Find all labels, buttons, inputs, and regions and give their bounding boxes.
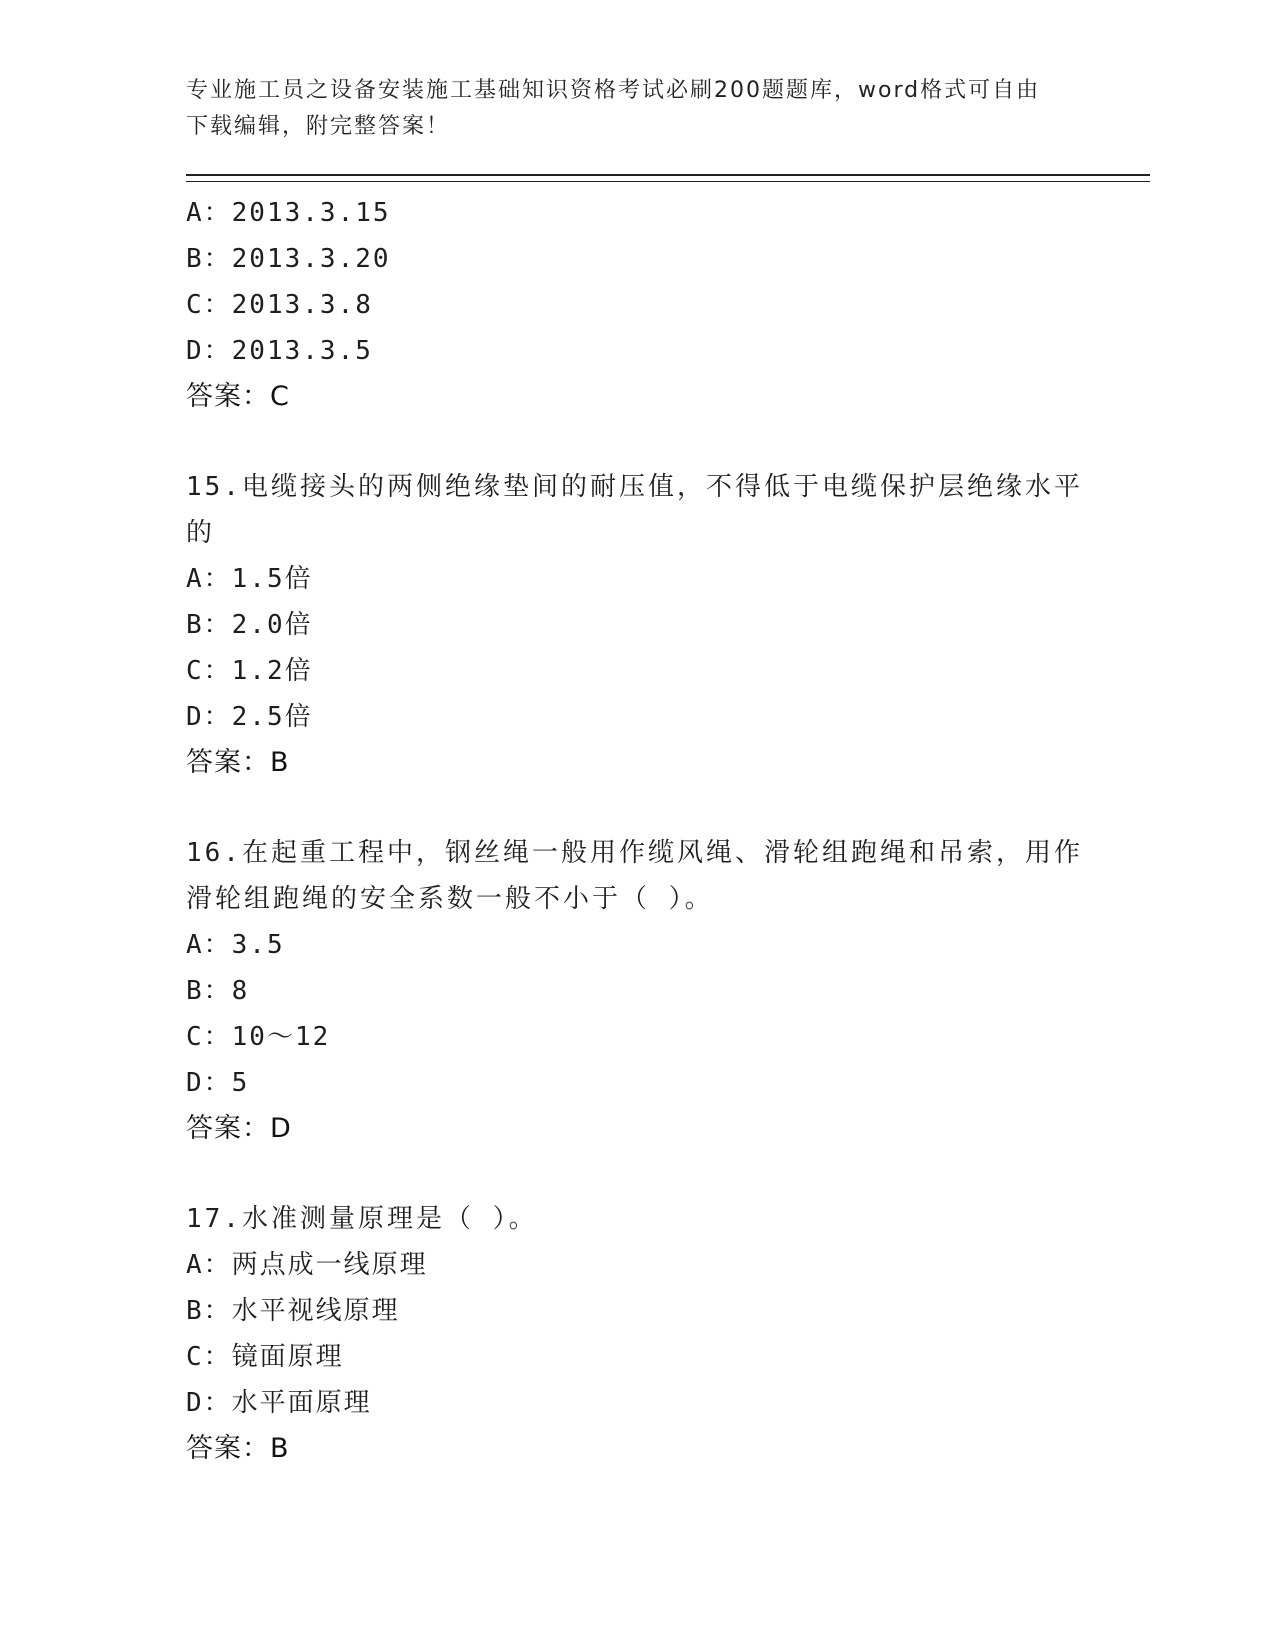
option-a: A：3.5 xyxy=(186,930,285,960)
question-line-1: 15.电缆接头的两侧绝缘垫间的耐压值，不得低于电缆保护层绝缘水平 xyxy=(186,472,1083,502)
question-line-1: 17.水准测量原理是（ ）。 xyxy=(186,1204,538,1234)
question-line-2: 滑轮组跑绳的安全系数一般不小于（ ）。 xyxy=(186,884,714,914)
header-rule-thin xyxy=(186,181,1150,182)
option-d: D：水平面原理 xyxy=(186,1388,372,1418)
option-d: D：5 xyxy=(186,1068,250,1098)
question-15 xyxy=(186,464,1086,786)
question-17 xyxy=(186,1196,1086,1472)
question-text xyxy=(186,1196,1066,1242)
answer: 答案：B xyxy=(186,747,290,778)
header-line-1: 专业施工员之设备安装施工基础知识资格考试必刷200题题库，word格式可自由 xyxy=(186,78,1041,103)
option-c: C：2013.3.8 xyxy=(186,290,373,320)
option-c: C：镜面原理 xyxy=(186,1342,344,1372)
option-c: C：1.2倍 xyxy=(186,656,313,686)
question-line-2: 的 xyxy=(186,518,216,548)
option-c: C：10～12 xyxy=(186,1022,331,1052)
question-text xyxy=(186,464,1083,556)
document-header xyxy=(186,73,1066,145)
option-b: B：8 xyxy=(186,976,250,1006)
option-b: B：水平视线原理 xyxy=(186,1296,400,1326)
header-line-2: 下载编辑，附完整答案！ xyxy=(186,114,451,139)
question-14 xyxy=(186,190,1086,420)
question-line-1: 16.在起重工程中，钢丝绳一般用作缆风绳、滑轮组跑绳和吊索，用作 xyxy=(186,838,1083,868)
option-a: A：1.5倍 xyxy=(186,564,313,594)
option-b: B：2013.3.20 xyxy=(186,244,391,274)
answer: 答案：D xyxy=(186,1113,292,1144)
option-a: A：2013.3.15 xyxy=(186,198,391,228)
answer: 答案：C xyxy=(186,381,290,412)
option-b: B：2.0倍 xyxy=(186,610,313,640)
option-d: D：2.5倍 xyxy=(186,702,313,732)
option-d: D：2013.3.5 xyxy=(186,336,373,366)
question-16 xyxy=(186,830,1086,1152)
question-text xyxy=(186,830,1083,922)
option-a: A：两点成一线原理 xyxy=(186,1250,428,1280)
question-list xyxy=(186,190,1086,1472)
header-rule-thick xyxy=(186,174,1150,176)
answer: 答案：B xyxy=(186,1433,290,1464)
